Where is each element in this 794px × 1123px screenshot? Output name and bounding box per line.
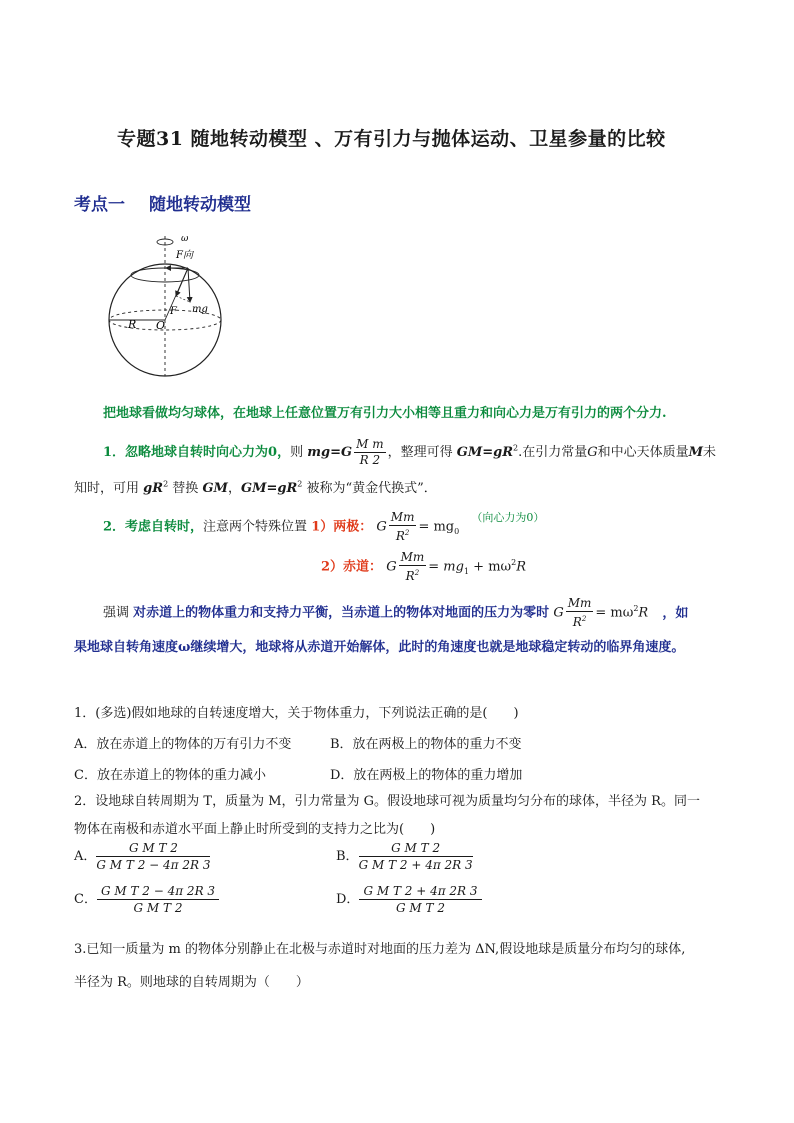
question-1-option-a[interactable]: A．放在赤道上的物体的万有引力不变: [74, 737, 292, 752]
question-2-option-b[interactable]: B． $\frac{\text{G M T 2}}{\text{G M T 2 + 4π 2R 3}}$: [336, 841, 473, 872]
emphasis-line-2: 果地球自转角速度ω继续增大，地球将从赤道开始解体，此时的角速度也就是地球稳定转动的临界角速度。: [74, 640, 685, 655]
intro-text: 把地球看做均匀球体，在地球上任意位置万有引力大小相等且重力和向心力是万有引力的两个分力.: [103, 406, 667, 421]
question-1-stem: 1．(多选)假如地球的自转速度增大，关于物体重力，下列说法正确的是( ): [74, 706, 519, 721]
question-3-stem-line-1: 3.已知一质量为 m 的物体分别静止在北极与赤道时对地面的压力差为 ΔN,假设地球是质量分布均匀的球体,: [74, 942, 686, 957]
section-label: 考点一: [74, 195, 125, 215]
question-2-option-d[interactable]: D． $\frac{\text{G M T 2 + 4π 2R 3}}{\text{G M T 2}}$: [336, 883, 482, 916]
point-1-line-2: 知时，可用 $gR^2$ 替换 GM，$GM=gR^2$ 被称为“黄金代换式”．: [74, 479, 437, 496]
omega-label: ω: [181, 234, 189, 244]
section-heading: [74, 190, 251, 215]
question-2-option-c[interactable]: C． $\frac{\text{G M T 2 − 4π 2R 3}}{\text{G M T 2}}$: [74, 883, 219, 916]
question-3-stem-line-2: 半径为 R。则地球的自转周期为（ ）: [74, 975, 309, 990]
question-1-option-c[interactable]: C．放在赤道上的物体的重力减小: [74, 768, 266, 783]
question-2-option-a[interactable]: A． $\frac{\text{G M T 2}}{\text{G M T 2 − 4π 2R 3}}$: [74, 841, 211, 872]
earth-rotation-diagram: [100, 228, 240, 378]
page-title: 专题31 随地转动模型 、万有引力与抛体运动、卫星参量的比较: [117, 128, 666, 150]
force-F-arrow: [176, 268, 188, 296]
point-1-line-1: 1．忽略地球自转时向心力为0，则 mg=G $\frac{\text{M m}}{R 2}$ ，整理可得 $GM=gR^2$.在引力常量G和中心天体质量M未: [103, 437, 717, 467]
force-mg-arrow: [188, 268, 190, 302]
point-2-line-2: 2）赤道： G $\frac{Mm}{R^2}$ = $mg_1 + m\omega^2R$: [321, 550, 527, 583]
f-centripetal-label: F向: [176, 250, 193, 261]
question-1-option-b[interactable]: B．放在两极上的物体的重力不变: [330, 737, 522, 752]
o-label: O: [156, 319, 166, 332]
f-label: F: [170, 306, 177, 317]
r-label: R: [128, 318, 137, 331]
mg-label: mg: [192, 304, 208, 315]
point-2-line-1: 2．考虑自转时，注意两个特殊位置 1）两极： G $\frac{Mm}{R^2}$ = $mg_0$ $^{(向心力为0)}$: [103, 510, 545, 543]
question-2-stem-line-2: 物体在南极和赤道水平面上静止时所受到的支持力之比为( ): [74, 822, 436, 837]
section-name: 随地转动模型: [149, 195, 251, 215]
question-1-option-d[interactable]: D．放在两极上的物体的重力增加: [330, 768, 523, 783]
emphasis-line-1: 强调 对赤道上的物体重力和支持力平衡，当赤道上的物体对地面的压力为零时 G $\frac{Mm}{R^2}$ = $m\omega^2R$ ，如: [103, 596, 689, 629]
question-2-stem-line-1: 2．设地球自转周期为 T，质量为 M，引力常量为 G。假设地球可视为质量均匀分布的球体，半径为 R。同一: [74, 794, 700, 809]
